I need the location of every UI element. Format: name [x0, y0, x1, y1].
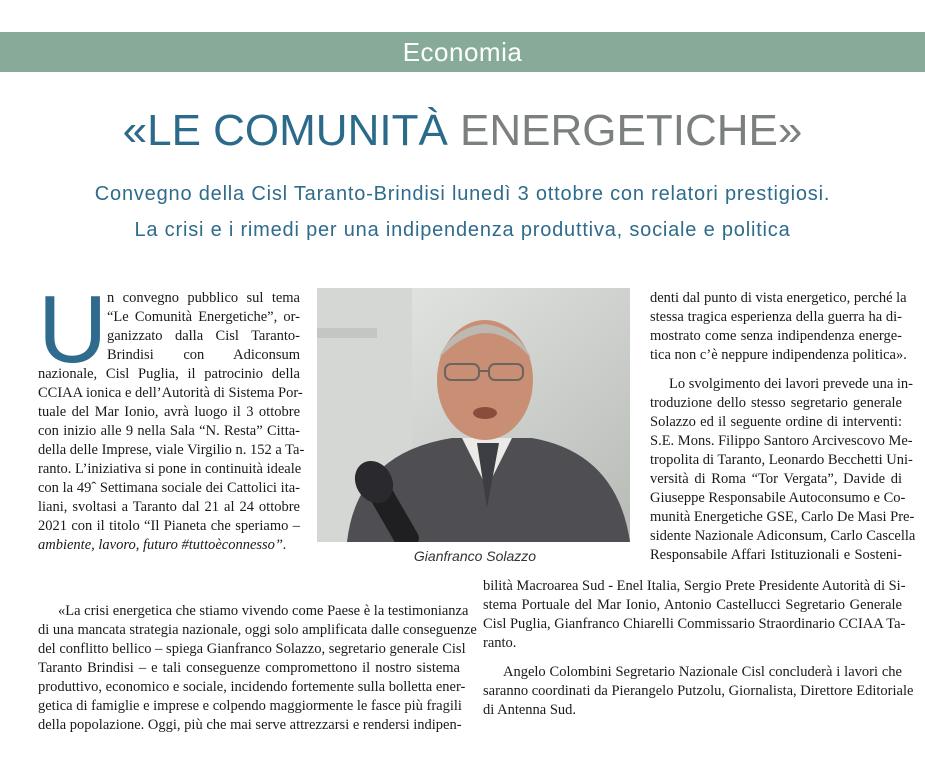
headline-part-2: ENERGETICHE»: [460, 106, 803, 155]
quote-line: di una mancata strategia nazionale, oggi solo amplificata dalle conseguenze: [38, 622, 477, 638]
col3-line: S.E. Mons. Filippo Santoro Arcivescovo Me-: [650, 433, 913, 449]
portrait-photo: [317, 288, 630, 542]
col3-line: tica non c’è neppure indipendenza politica».: [650, 347, 907, 363]
quote-line: «La crisi energetica che stiamo vivendo come Paese è la testimonianza: [58, 603, 469, 619]
col3-line: troduzione dello stesso segretario generale: [650, 395, 902, 411]
col1-line: della delle Imprese, viale Virgilio n. 152 a Ta-: [38, 442, 305, 458]
col3-line: Responsabile Affari Istituzionali e Sosteni-: [650, 547, 902, 563]
col1-line: n convegno pubblico sul tema: [107, 290, 300, 306]
col1-line: 2021 con il titolo “Il Pianeta che speriamo –: [38, 518, 300, 534]
col3-line: denti dal punto di vista energetico, perché la: [650, 290, 907, 306]
subtitle-line-1: Convegno della Cisl Taranto-Brindisi lunedì 3 ottobre con relatori prestigiosi.: [94, 183, 831, 205]
subtitle-line-2: La crisi e i rimedi per una indipendenza produttiva, sociale e politica: [134, 219, 791, 241]
closing-line: Angelo Colombini Segretario Nazionale Cisl concluderà i lavori che: [503, 664, 902, 680]
col3-line: tropolita di Taranto, Leonardo Becchetti Uni-: [650, 452, 913, 468]
col1-line: con inizio alle 9 nella Sala “N. Resta” Citta-: [38, 423, 300, 439]
closing-line: di Antenna Sud.: [483, 702, 577, 718]
speakers-line: stema Portuale del Mar Ionio, Antonio Castellucci Segretario Generale: [483, 597, 902, 613]
col1-line: tuale del Mar Ionio, avrà luogo il 3 ottobre: [38, 404, 300, 420]
drop-cap: U: [38, 276, 108, 383]
col1-line: ambiente, lavoro, futuro #tuttoèconnesso”.: [38, 537, 287, 553]
portrait-illustration: [317, 288, 630, 542]
col3-line: munità Energetiche GSE, Carlo De Masi Pre-: [650, 509, 915, 525]
col3-line: sidente Nazionale Adiconsum, Carlo Cascella: [650, 528, 916, 544]
headline-part-1: «LE COMUNITÀ: [122, 106, 448, 155]
col1-line: ganizzato dalla Cisl Taranto-: [107, 328, 300, 344]
col3-line: versità di Roma “Tor Vergata”, Davide di: [650, 471, 902, 487]
closing-line: saranno coordinati da Pierangelo Putzolu, Giornalista, Direttore Editoriale: [483, 683, 914, 699]
speakers-line: Cisl Puglia, Gianfranco Chiarelli Commissario Straordinario CCIAA Ta-: [483, 616, 906, 632]
section-label: Economia: [402, 37, 523, 67]
headline: [0, 99, 925, 163]
col1-line: nazionale, Cisl Puglia, il patrocinio della: [38, 366, 300, 382]
col1-line: “Le Comunità Energetiche”, or-: [107, 309, 300, 325]
col3-line: Solazzo ed il seguente ordine di interventi:: [650, 414, 902, 430]
col1-line: CCIAA ionica e dell’Autorità di Sistema Por-: [38, 385, 303, 401]
quote-line: Taranto Brindisi – e tali conseguenze compromettono il nostro sistema: [38, 660, 460, 676]
col3-line: mostrato come senza indipendenza energe-: [650, 328, 902, 344]
quote-line: del conflitto bellico – spiega Gianfranco Solazzo, segretario generale Cisl: [38, 641, 466, 657]
photo-caption: Gianfranco Solazzo: [413, 548, 537, 564]
col1-line: liani, svoltasi a Taranto dal 21 al 24 ottobre: [38, 499, 300, 515]
quote-line: getica di famiglie e imprese e colpendo maggiormente le fasce più fragili: [38, 698, 462, 714]
quote-line: della popolazione. Oggi, più che mai serve attrezzarsi e rendersi indipen-: [38, 717, 462, 733]
col1-line: Brindisi con Adiconsum: [107, 347, 300, 363]
col1-line: con la 49ˆ Settimana sociale dei Cattolici ita-: [38, 480, 300, 496]
speakers-line: bilità Macroarea Sud - Enel Italia, Sergio Prete Presidente Autorità di Si-: [483, 578, 906, 594]
col1-line: ranto. L’iniziativa si pone in continuità ideale: [38, 461, 302, 477]
quote-line: produttivo, economico e sociale, incidendo fortemente sulla bolletta ener-: [38, 679, 466, 695]
col3-line: Giuseppe Responsabile Autoconsumo e Co-: [650, 490, 906, 506]
col3-line: stessa tragica esperienza della guerra ha di-: [650, 309, 902, 325]
speakers-line: ranto.: [483, 635, 517, 651]
col3-line: Lo svolgimento dei lavori prevede una in-: [669, 376, 914, 392]
